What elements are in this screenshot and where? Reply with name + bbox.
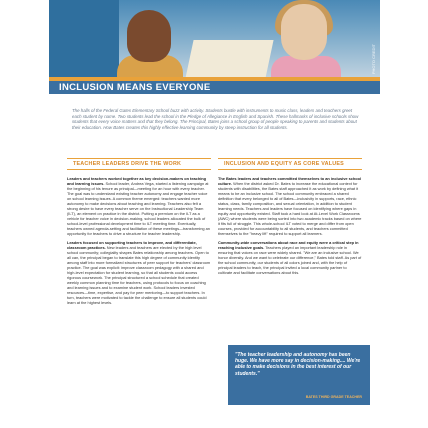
section-title-teacher-leaders: TEACHER LEADERS DRIVE THE WORK <box>73 161 182 167</box>
paragraph-body: When the district asked Dr. Bates to increase the educational context for students with disabilities, the Bates staff approached it as work by defining what it means to be an inclusive school. The school community embraced a shared definition that every belonged to all of Bates—inclusivity in supports, race, ethnic status, class, family composition, and sexual orientation, in addition to student learning needs. Teachers and leaders have focused on identifying where gaps in equity and opportunity existed. Staff took a hard look at At-Level Work Classrooms (AWC) where students were being sorted into two academic tracks based on where it fits full of struggle. This whole-school ILT voted to merge and differ from open courses, provided for accountability to all students, and teachers committed themselves to the "heavy lift" required to support all learners. <box>218 181 362 236</box>
pull-quote-attribution: BATES THIRD GRADE TEACHER <box>305 395 362 399</box>
paragraph-body: New leaders and teachers are elected by the high level school community; collegiality shapes Bates relationship among teachers. Open to all can, the principal began to translate this high degree of community identity among staff into more formalized structures of peer support for teachers' classroom practice. The goal was explicit: improve classroom pedagogy with a shared and high-level expectation for student learning, so that all students could access rigorous coursework. The principal structured a school schedule that created weekly common planning time for teachers, using protocols to focus on coaching and learning issues and to examine student work. School leaders invested resources—time, expertise, and pay for peer mentoring—to support teachers. In turn, teachers were motivated to tackle the challenge to ensure all students could learn at the highest levels. <box>67 245 211 305</box>
section-title-inclusion-equity: INCLUSION AND EQUITY AS CORE VALUES <box>224 161 344 167</box>
paragraph <box>218 240 362 275</box>
paragraph <box>67 240 211 305</box>
pull-quote-text: "The teacher leadership and autonomy has been huge. We have more say in decision-making.... We're able to make decisions in the best interest of our students." <box>235 352 361 377</box>
paragraph-lead: Community-wide conversations about race and equity were a critical step in reaching inclusive goals. <box>218 240 359 250</box>
right-column <box>218 176 362 279</box>
section-header-left <box>67 158 211 170</box>
intro-paragraph: The halls of the Federal Gates Elementary School buzz with activity. Students bustle with instruments to music class, leaders and teachers greet each student by name. Two students lead the school in the Pledge of Allegiance in English and Spanish. These hallmarks of inclusive schools show students that every voice matters and that they belong. The Principal, Bates joins a school group of people speaking to parents and students about their education. How Bates creates this highly effective learning community by steep instruction for all students. <box>72 108 359 130</box>
photo-credit: PHOTO CREDIT <box>371 44 376 75</box>
photo-student-right <box>281 4 327 60</box>
page-title: INCLUSION MEANS EVERYONE <box>59 82 211 93</box>
photo-background <box>49 0 119 83</box>
paragraph-lead: The Bates leaders and teachers committed themselves to an inclusive school culture. <box>218 176 362 186</box>
paragraph-body: Teachers played an important leadership role in ensuring that voices on race were widely shared. "We are an inclusive school. We honor diversity. And we want to celebrate our difference," Bates told staff. As part of the school community, our students of all colors joined and, with the help of principal leaders to teach, the principal invited a local community partner to cultivate and facilitate conversations about this. <box>218 245 362 275</box>
paragraph-lead: Leaders and teachers worked together as key decision-makers on teaching and learning issues. <box>67 176 207 186</box>
photo-student-left <box>127 10 171 62</box>
paragraph <box>218 176 362 236</box>
paragraph-body: School leader, Andrea Vega, started a listening campaign at the beginning of his tenure as principal—meeting for an hour with every teacher. The goal was to understand existing teacher autonomy and engage teacher voice on school learning issues. A common theme emerged: teachers wanted more autonomy to make decisions about teaching and learning. Teachers also felt a strong desire to have every teacher serve on the Instructional Leadership Team (ILT), an element on practice in the district. Putting a premium on the ILT as a vehicle for teacher voice in decision-making, school leaders allocated the bulk of school-level professional development time to ILT meeting time. Eventually, teachers owned agenda-setting and facilitation of these meetings—transforming an opportunity for teachers to drive a structure for teacher leadership. <box>67 181 210 236</box>
section-header-right <box>218 158 362 170</box>
pull-quote-box <box>228 345 370 405</box>
left-column <box>67 176 211 309</box>
title-accent-stripe <box>49 77 380 81</box>
paragraph <box>67 176 211 236</box>
hero-photo <box>49 0 380 83</box>
paragraph-lead: Leaders focused on supporting teachers to improve, and differentiate, classroom practices. <box>67 240 197 250</box>
